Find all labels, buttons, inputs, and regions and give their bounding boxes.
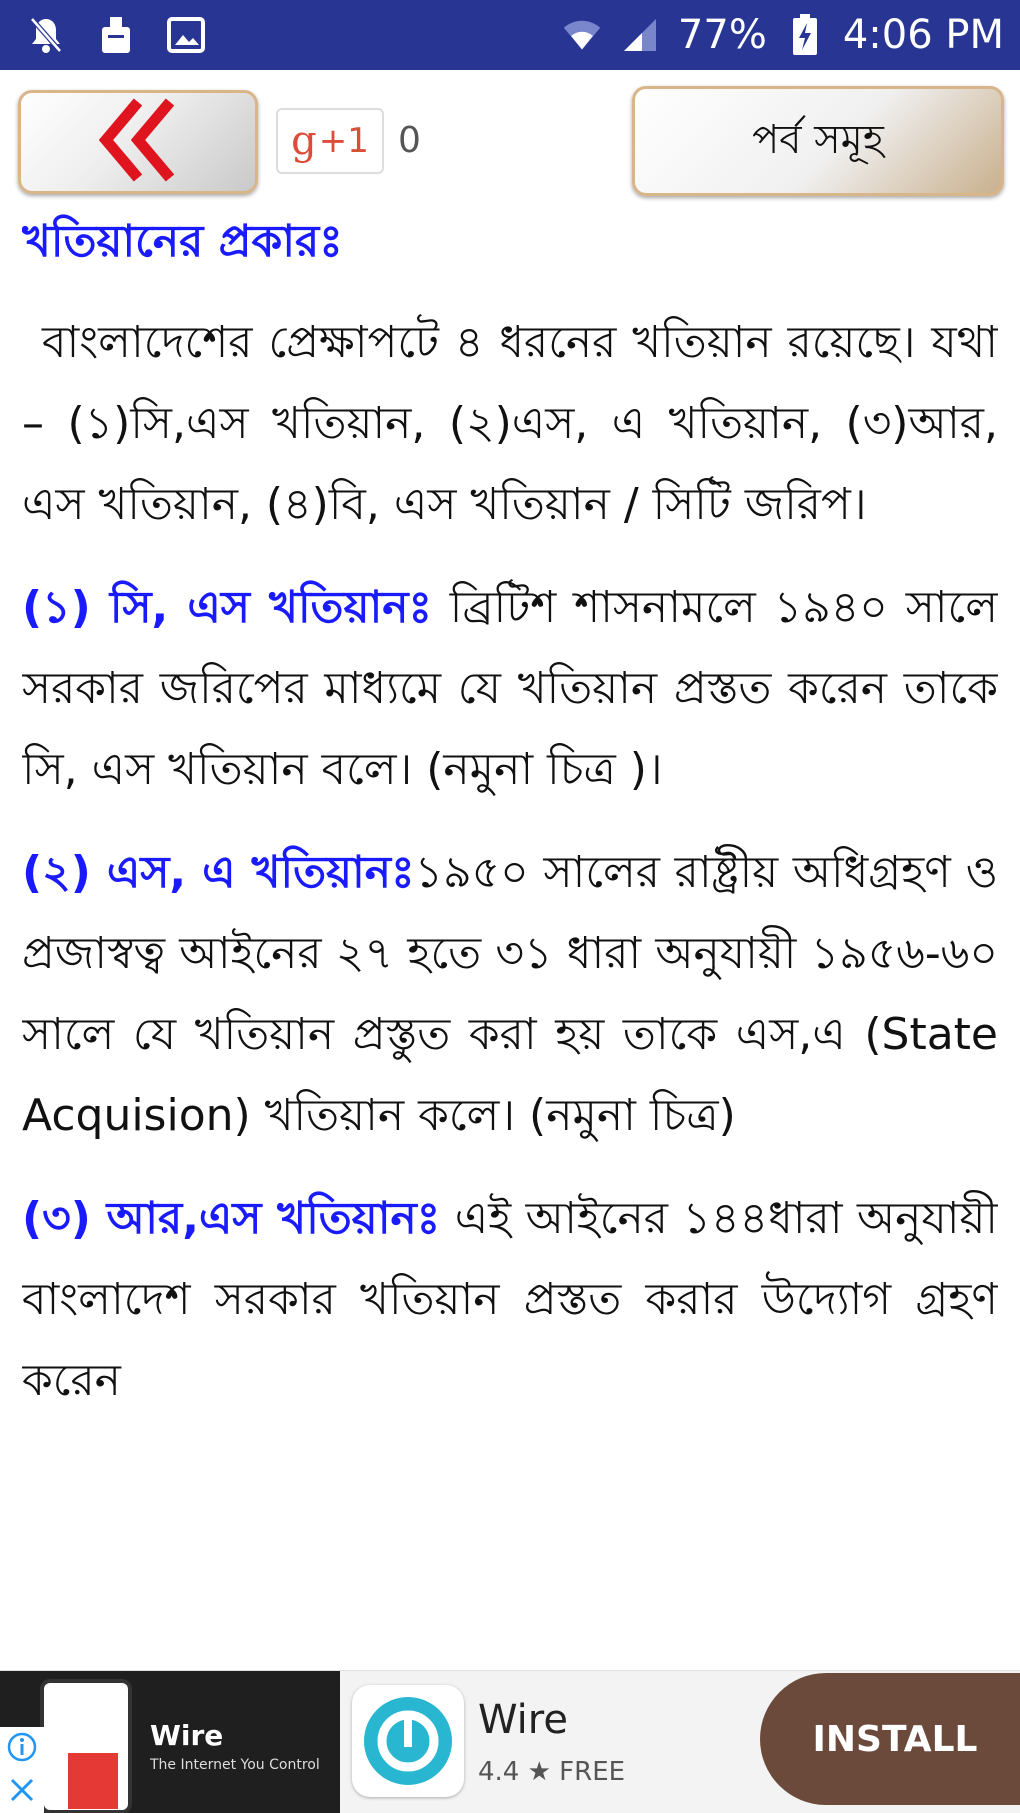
- battery-charging-icon: [785, 15, 825, 55]
- cleaner-icon: [96, 15, 136, 55]
- notifications-muted-icon: [26, 15, 66, 55]
- article-heading: খতিয়ানের প্রকারঃ: [22, 216, 343, 267]
- wifi-icon: [562, 15, 602, 55]
- section-paragraph-3: [22, 1178, 998, 1421]
- gplus-plus-label: +1: [318, 121, 369, 161]
- ad-app-icon[interactable]: [352, 1685, 464, 1797]
- ad-info-controls: [0, 1727, 44, 1813]
- intro-paragraph: বাংলাদেশের প্রেক্ষাপটে ৪ ধরনের খতিয়ান রয়েছে। যথা – (১)সি,এস খতিয়ান, (২)এস, এ খতিয়ান, (৩)আর, এস খতিয়ান, (৪)বি, এস খতিয়ান / সিটি জরিপ।: [22, 317, 998, 530]
- install-button[interactable]: INSTALL: [760, 1673, 1020, 1805]
- signal-icon: [620, 15, 660, 55]
- ad-creative-subtitle: The Internet You Control: [150, 1757, 320, 1773]
- gplus-g-label: g: [291, 118, 317, 164]
- toolbar: [0, 70, 1020, 210]
- ad-close-icon[interactable]: [7, 1775, 37, 1809]
- ad-info-icon[interactable]: [7, 1732, 37, 1766]
- clock: 4:06 PM: [842, 12, 1004, 58]
- section-body-3: এই আইনের ১৪৪ধারা অনুযায়ী বাংলাদেশ সরকার খতিয়ান প্রস্তত করার উদ্যোগ গ্রহণ করেন: [22, 1193, 998, 1406]
- section-title-3: (৩) আর,এস খতিয়ানঃ: [22, 1193, 441, 1244]
- section-title-2: (২) এস, এ খতিয়ানঃ: [22, 847, 415, 898]
- section-title-1: (১) সি, এস খতিয়ানঃ: [22, 582, 432, 633]
- section-paragraph-2: [22, 832, 998, 1156]
- article-content: [22, 210, 998, 1670]
- gplus-one-button[interactable]: [276, 108, 384, 174]
- episodes-button[interactable]: পর্ব সমূহ: [632, 86, 1004, 196]
- image-icon: [166, 15, 206, 55]
- back-button[interactable]: [18, 90, 258, 194]
- status-bar: [0, 0, 1020, 70]
- gplus-count: 0: [398, 120, 421, 161]
- battery-percent: 77%: [677, 12, 767, 58]
- double-chevron-left-icon: [98, 98, 178, 186]
- section-body-1: ব্রিটিশ শাসনামলে ১৯৪০ সালে সরকার জরিপের মাধ্যমে যে খতিয়ান প্রস্তত করেন তাকে সি, এস খতিয়ান বলে। (নমুনা চিত্র )।: [22, 582, 998, 795]
- ad-banner[interactable]: [0, 1670, 1020, 1813]
- ad-rating: 4.4 ★ FREE: [478, 1757, 626, 1787]
- status-bar-left: [26, 15, 206, 55]
- ad-creative-title: Wire: [150, 1719, 224, 1752]
- ad-creative[interactable]: [0, 1671, 340, 1813]
- ad-phone-image: [40, 1679, 132, 1813]
- status-bar-right: [562, 12, 1004, 58]
- ad-app-name: Wire: [478, 1697, 568, 1743]
- section-body-2: ১৯৫০ সালের রাষ্ট্রীয় অধিগ্রহণ ও প্রজাস্বত্ব আইনের ২৭ হতে ৩১ ধারা অনুযায়ী ১৯৫৬-৬০ সালে যে খতিয়ান প্রস্তুত করা হয় তাকে এস,এ (State Acquision) খতিয়ান কলে। (নমুনা চিত্র): [22, 847, 998, 1141]
- section-paragraph-1: [22, 567, 998, 810]
